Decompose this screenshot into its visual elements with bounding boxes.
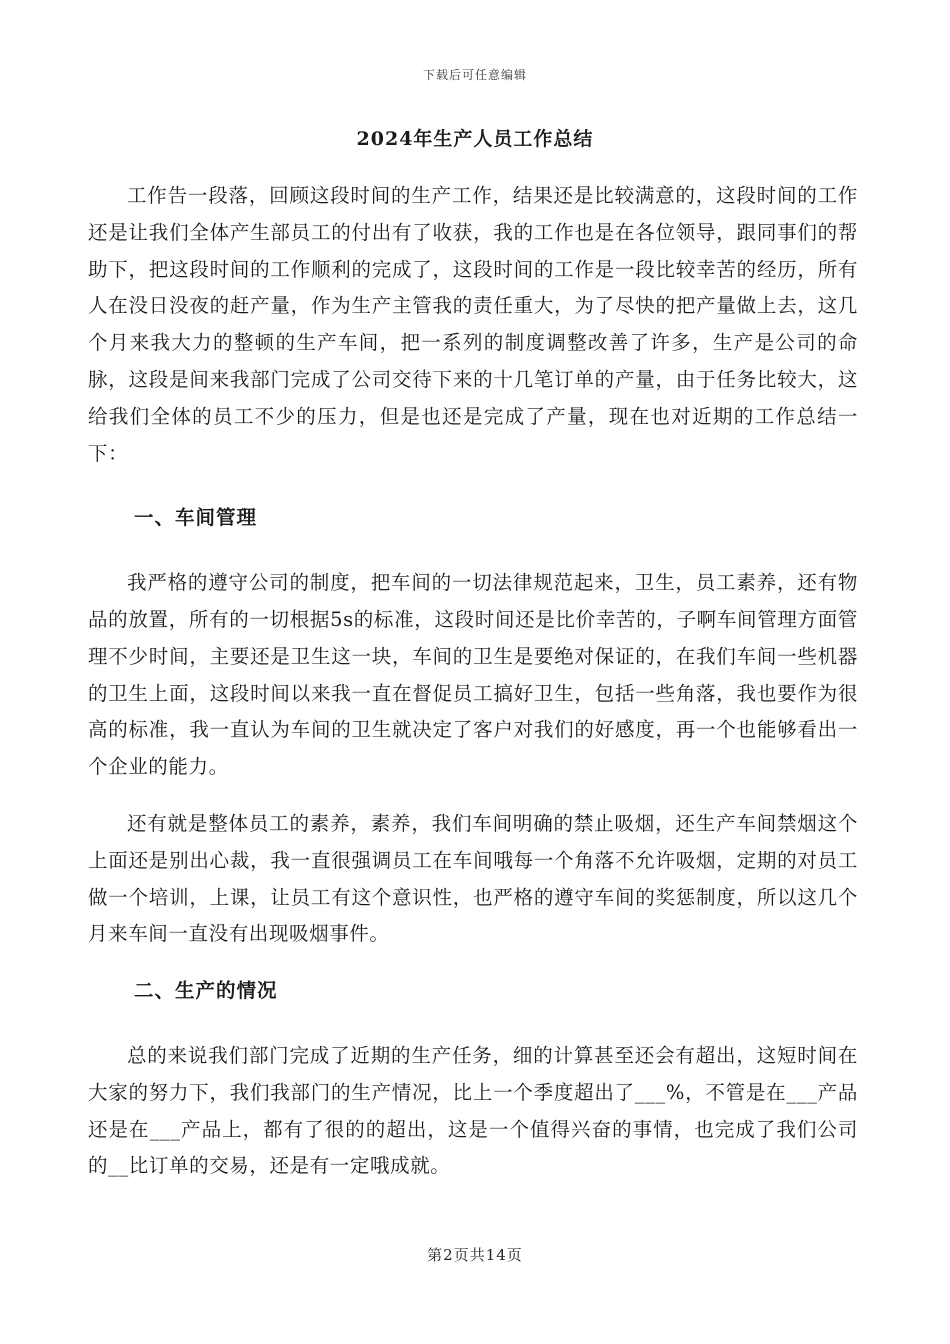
document-body [88,150,858,1185]
intro-paragraph: 工作告一段落，回顾这段时间的生产工作，结果还是比较满意的，这段时间的工作还是让我们全体产生部员工的付出有了收获，我的工作也是在各位领导，跟同事们的帮助下，把这段时间的工作顺利的完成了，这段时间的工作是一段比较幸苦的经历，所有人在没日没夜的赶产量，作为生产主管我的责任重大，为了尽快的把产量做上去，这几个月来我大力的整顿的生产车间，把一系列的制度调整改善了许多，生产是公司的命脉，这段是间来我部门完成了公司交待下来的十几笔订单的产量，由于任务比较大，这给我们全体的员工不少的压力，但是也还是完成了产量，现在也对近期的工作总结一下： [88,184,858,465]
header-note: 下载后可任意编辑 [422,68,527,82]
page-number: 第2页共14页 [427,1246,523,1264]
document-title: 2024年生产人员工作总结 [356,128,594,150]
section-paragraph: 我严格的遵守公司的制度，把车间的一切法律规范起来，卫生，员工素养，还有物品的放置，所有的一切根据5s的标准，这段时间还是比价幸苦的，子啊车间管理方面管理不少时间，主要还是卫生这一块，车间的卫生是要绝对保证的，在我们车间一些机器的卫生上面，这段时间以来我一直在督促员工搞好卫生，包括一些角落，我也要作为很高的标准，我一直认为车间的卫生就决定了客户对我们的好感度，再一个也能够看出一个企业的能力。 [88,571,858,779]
section-paragraph: 总的来说我们部门完成了近期的生产任务，细的计算甚至还会有超出，这短时间在大家的努力下，我们我部门的生产情况，比上一个季度超出了___%，不管是在___产品还是在___产品上，都有了很的的超出，这是一个值得兴奋的事情，也完成了我们公司的__比订单的交易，还是有一定哦成就。 [88,1043,858,1178]
section-heading-workshop-management: 一、车间管理 [134,506,258,530]
section-heading-production-status: 二、生产的情况 [134,979,278,1003]
section-paragraph: 还有就是整体员工的素养，素养，我们车间明确的禁止吸烟，还生产车间禁烟这个上面还是别出心裁，我一直很强调员工在车间哦每一个角落不允许吸烟，定期的对员工做一个培训，上课，让员工有这个意识性，也严格的遵守车间的奖惩制度，所以这几个月来车间一直没有出现吸烟事件。 [88,811,858,946]
